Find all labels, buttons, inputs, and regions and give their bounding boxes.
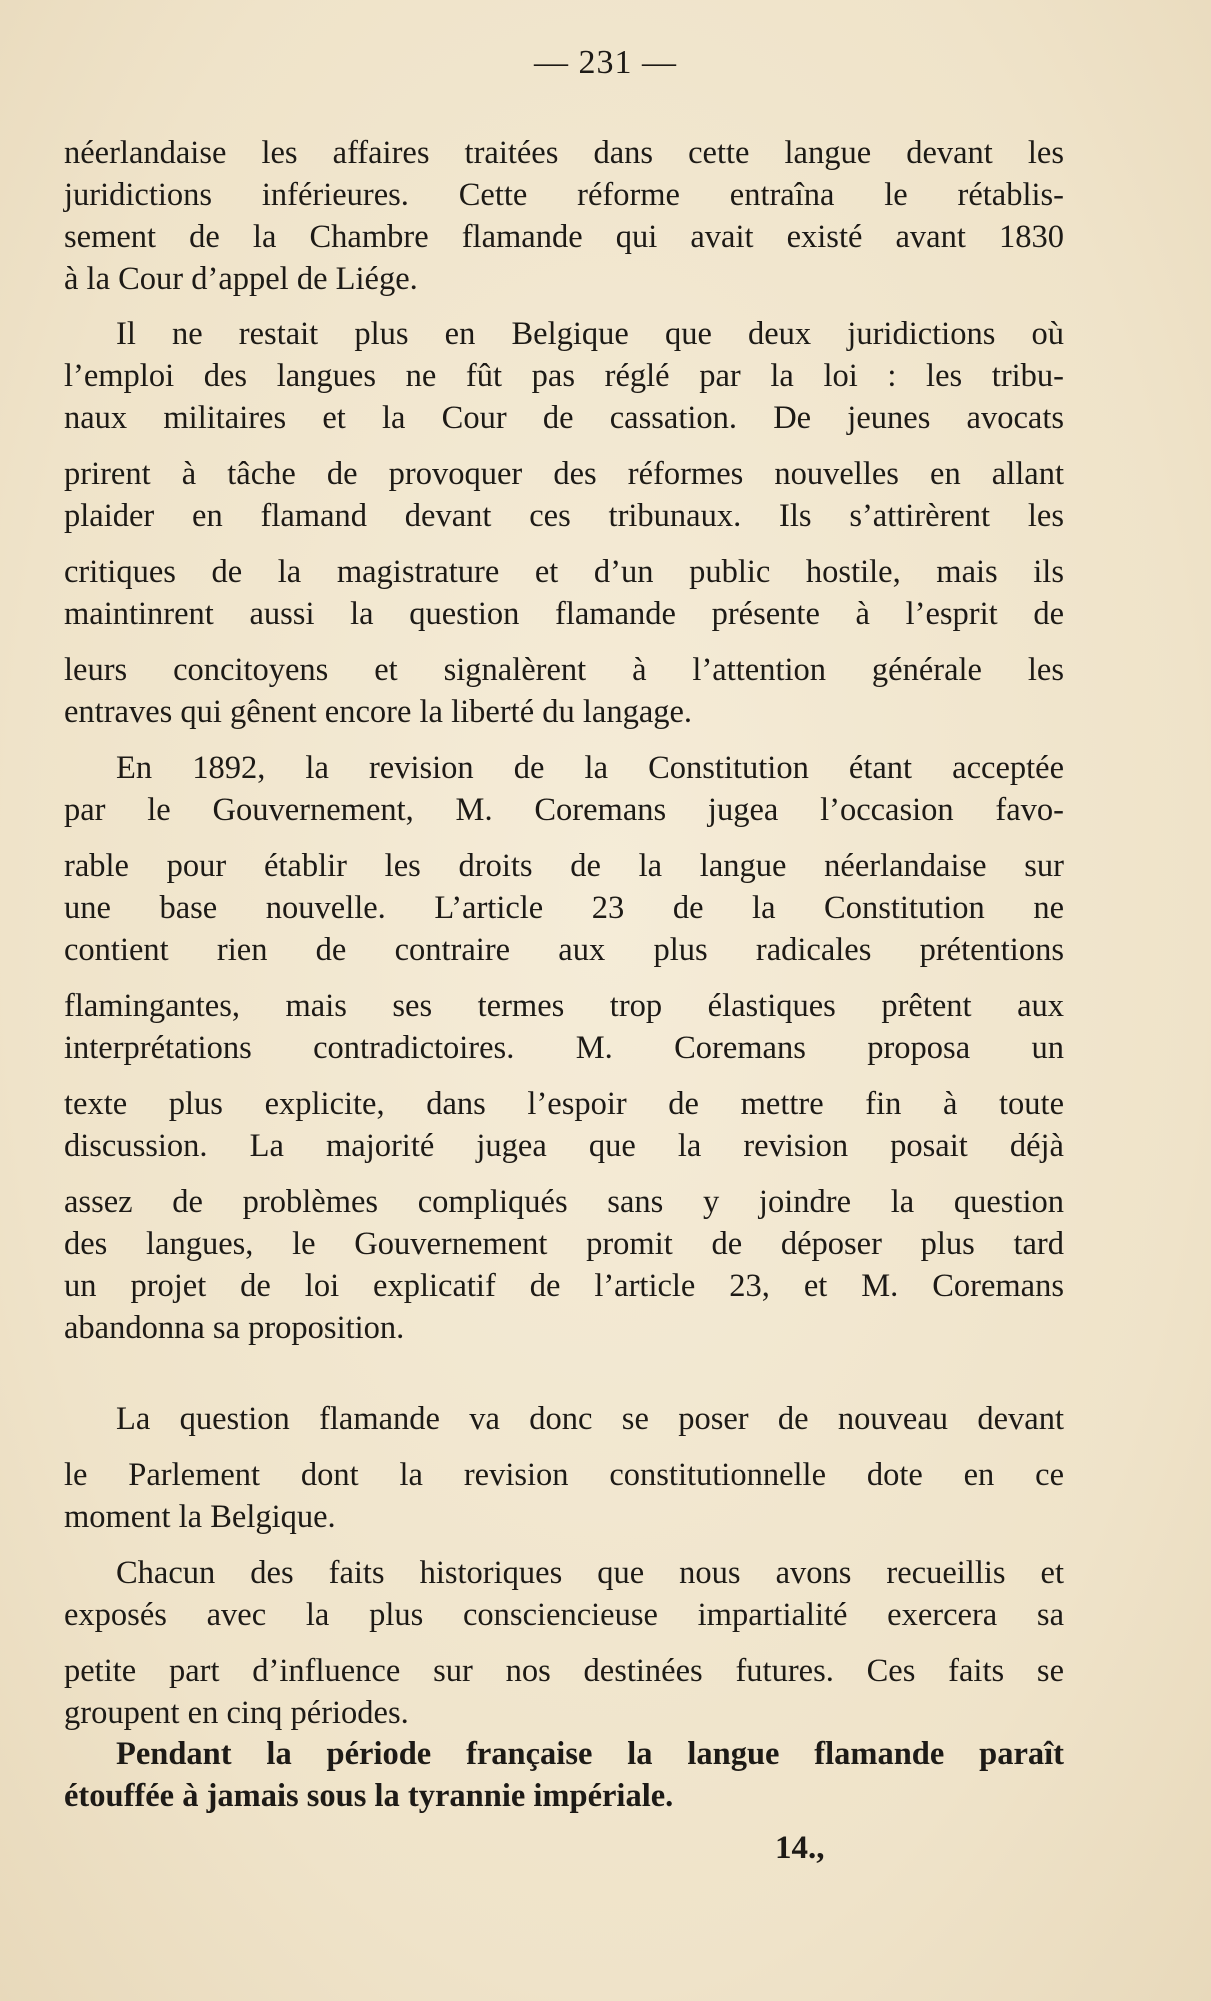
page-number: — 231 —	[534, 44, 677, 81]
text-line: Il ne restait plus en Belgique que deux juridictions où	[116, 316, 1064, 352]
text-line: entraves qui gênent encore la liberté du langage.	[64, 694, 693, 730]
text-line: à la Cour d’appel de Liége.	[64, 261, 418, 297]
text-line: exposés avec la plus consciencieuse impartialité exercera sa	[64, 1597, 1064, 1633]
text-line: naux militaires et la Cour de cassation. De jeunes avocats	[64, 400, 1064, 436]
text-line: groupent en cinq périodes.	[64, 1695, 409, 1731]
text-line: une base nouvelle. L’article 23 de la Constitution ne	[64, 890, 1064, 926]
text-line: plaider en flamand devant ces tribunaux. Ils s’attirèrent les	[64, 498, 1064, 534]
text-line: par le Gouvernement, M. Coremans jugea l’occasion favo-	[64, 792, 1064, 828]
text-line: critiques de la magistrature et d’un public hostile, mais ils	[64, 554, 1064, 590]
text-line: sement de la Chambre flamande qui avait existé avant 1830	[64, 219, 1064, 255]
text-line: juridictions inférieures. Cette réforme entraîna le rétablis-	[64, 177, 1064, 213]
text-line: assez de problèmes compliqués sans y joindre la question	[64, 1184, 1064, 1220]
text-line: Chacun des faits historiques que nous avons recueillis et	[116, 1555, 1064, 1591]
text-line: rable pour établir les droits de la langue néerlandaise sur	[64, 848, 1064, 884]
text-line: l’emploi des langues ne fût pas réglé par la loi : les tribu-	[64, 358, 1064, 394]
text-line: abandonna sa proposition.	[64, 1310, 405, 1346]
text-line: flamingantes, mais ses termes trop élastiques prêtent aux	[64, 988, 1064, 1024]
text-line: le Parlement dont la revision constitutionnelle dote en ce	[64, 1457, 1064, 1493]
text-line: La question flamande va donc se poser de nouveau devant	[116, 1401, 1064, 1437]
text-line: discussion. La majorité jugea que la revision posait déjà	[64, 1128, 1064, 1164]
text-line: texte plus explicite, dans l’espoir de mettre fin à toute	[64, 1086, 1064, 1122]
text-line: contient rien de contraire aux plus radicales prétentions	[64, 932, 1064, 968]
text-line: étouffée à jamais sous la tyrannie impériale.	[64, 1778, 674, 1814]
text-line: moment la Belgique.	[64, 1499, 336, 1535]
text-line: interprétations contradictoires. M. Coremans proposa un	[64, 1030, 1064, 1066]
text-line: des langues, le Gouvernement promit de déposer plus tard	[64, 1226, 1064, 1262]
text-line: prirent à tâche de provoquer des réformes nouvelles en allant	[64, 456, 1064, 492]
text-line: En 1892, la revision de la Constitution étant acceptée	[116, 750, 1064, 786]
text-line: un projet de loi explicatif de l’article 23, et M. Coremans	[64, 1268, 1064, 1304]
text-line: petite part d’influence sur nos destinées futures. Ces faits se	[64, 1653, 1064, 1689]
text-line: néerlandaise les affaires traitées dans cette langue devant les	[64, 135, 1064, 171]
signature-mark: 14.,	[775, 1830, 825, 1866]
text-line: Pendant la période française la langue flamande paraît	[116, 1736, 1064, 1772]
text-line: leurs concitoyens et signalèrent à l’attention générale les	[64, 652, 1064, 688]
text-line: maintinrent aussi la question flamande présente à l’esprit de	[64, 596, 1064, 632]
